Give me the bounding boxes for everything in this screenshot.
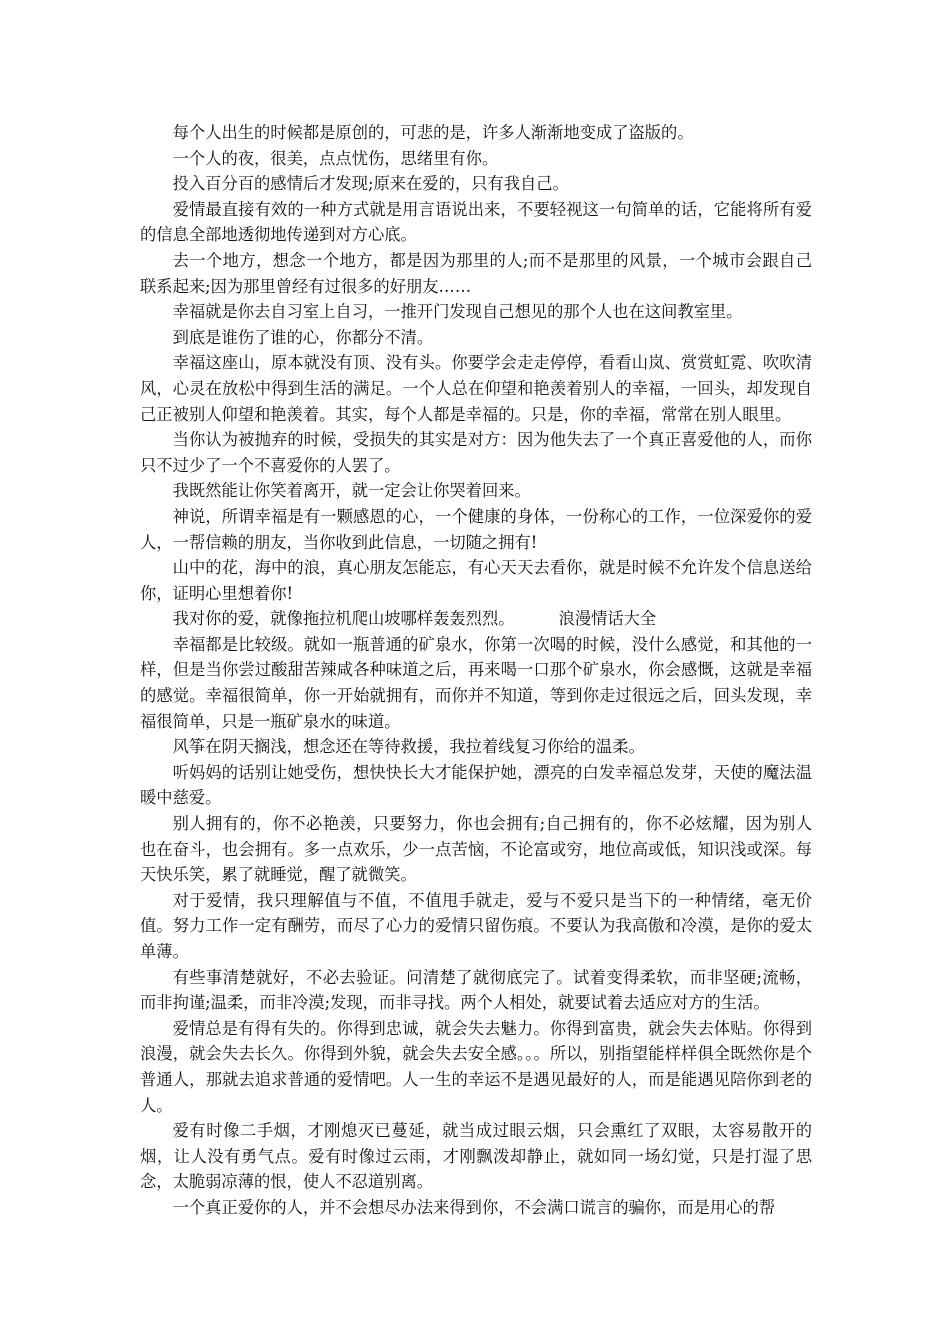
paragraph: 幸福就是你去自习室上自习，一推开门发现自己想见的那个人也在这间教室里。	[172, 302, 743, 322]
paragraph: 当你认为被抛弃的时候，受损失的其实是对方：因为他失去了一个真正喜爱他的人，而你只不过少了一个不喜爱你的人罢了。	[140, 430, 812, 475]
paragraph: 去一个地方，想念一个地方，都是因为那里的人;而不是那里的风景，一个城市会跟自己联系起来;因为那里曾经有过很多的好朋友……	[140, 250, 812, 296]
paragraph: 别人拥有的，你不必艳羡，只要努力，你也会拥有;自己拥有的，你不必炫耀，因为别人也在奋斗，也会拥有。多一点欢乐，少一点苦恼，不论富或穷，地位高或低，知识浅或深。每天快乐笑，累了就睡觉，醒了就微笑。	[140, 814, 812, 885]
paragraph: 山中的花，海中的浪，真心朋友怎能忘，有心天天去看你，就是时候不允许发个信息送给你，证明心里想着你!	[140, 558, 812, 603]
document-body	[140, 120, 812, 1221]
paragraph-text: 我对你的爱，就像拖拉机爬山坡哪样轰轰烈烈。	[172, 609, 515, 629]
paragraph: 听妈妈的话别让她受伤，想快快长大才能保护她，漂亮的白发幸福总发芽，天使的魔法温暖中慈爱。	[140, 762, 812, 808]
paragraph: 爱有时像二手烟，才刚熄灭已蔓延，就当成过眼云烟，只会熏红了双眼，太容易散开的烟，让人没有勇气点。爱有时像过云雨，才刚飘泼却静止，就如同一场幻觉，只是打湿了思念，太脆弱凉薄的恨，使人不忍道别离。	[140, 1121, 812, 1192]
paragraph-suffix: 浪漫情话大全	[558, 609, 657, 629]
paragraph: 爱情总是有得有失的。你得到忠诚，就会失去魅力。你得到富贵，就会失去体贴。你得到浪漫，就会失去长久。你得到外貌，就会失去安全感。。。所以，别指望能样样俱全既然你是个普通人，那就去追求普通的爱情吧。人一生的幸运不是遇见最好的人，而是能遇见陪你到老的人。	[140, 1018, 812, 1115]
paragraph: 一个真正爱你的人，并不会想尽办法来得到你，不会满口谎言的骗你，而是用心的帮	[172, 1197, 776, 1217]
paragraph: 一个人的夜，很美，点点忧伤，思绪里有你。	[172, 148, 499, 168]
paragraph: 对于爱情，我只理解值与不值，不值甩手就走，爱与不爱只是当下的一种情绪，毫无价值。努力工作一定有酬劳，而尽了心力的爱情只留伤痕。不要认为我高傲和冷漠，是你的爱太单薄。	[140, 890, 812, 961]
paragraph: 风筝在阴天搁浅，想念还在等待救援，我拉着线复习你给的温柔。	[172, 737, 645, 757]
paragraph: 神说，所谓幸福是有一颗感恩的心，一个健康的身体，一份称心的工作，一位深爱你的爱人，一帮信赖的朋友，当你收到此信息，一切随之拥有!	[140, 506, 812, 552]
paragraph: 到底是谁伤了谁的心，你都分不清。	[172, 327, 434, 347]
paragraph: 投入百分百的感情后才发现;原来在爱的，只有我自己。	[172, 174, 569, 194]
paragraph: 幸福都是比较级。就如一瓶普通的矿泉水，你第一次喝的时候，没什么感觉，和其他的一样，但是当你尝过酸甜苦辣咸各种味道之后，再来喝一口那个矿泉水，你会感慨，这就是幸福的感觉。幸福很简单，你一开始就拥有，而你并不知道，等到你走过很远之后，回头发现，幸福很简单，只是一瓶矿泉水的味道。	[140, 634, 812, 731]
paragraph: 每个人出生的时候都是原创的，可悲的是，许多人渐渐地变成了盗版的。	[172, 123, 694, 142]
paragraph: 我既然能让你笑着离开，就一定会让你哭着回来。	[172, 481, 531, 501]
paragraph	[140, 606, 812, 632]
paragraph: 有些事清楚就好，不必去验证。问清楚了就彻底完了。试着变得柔软，而非坚硬;流畅，而非拘谨;温柔，而非冷漠;发现，而非寻找。两个人相处，就要试着去适应对方的生活。	[140, 967, 812, 1013]
paragraph: 幸福这座山，原本就没有顶、没有头。你要学会走走停停，看看山岚、赏赏虹霓、吹吹清风，心灵在放松中得到生活的满足。一个人总在仰望和艳羡着别人的幸福，一回头，却发现自己正被别人仰望和艳羡着。其实，每个人都是幸福的。只是，你的幸福，常常在别人眼里。	[140, 353, 812, 424]
paragraph: 爱情最直接有效的一种方式就是用言语说出来，不要轻视这一句简单的话，它能将所有爱的信息全部地透彻地传递到对方心底。	[140, 199, 812, 245]
